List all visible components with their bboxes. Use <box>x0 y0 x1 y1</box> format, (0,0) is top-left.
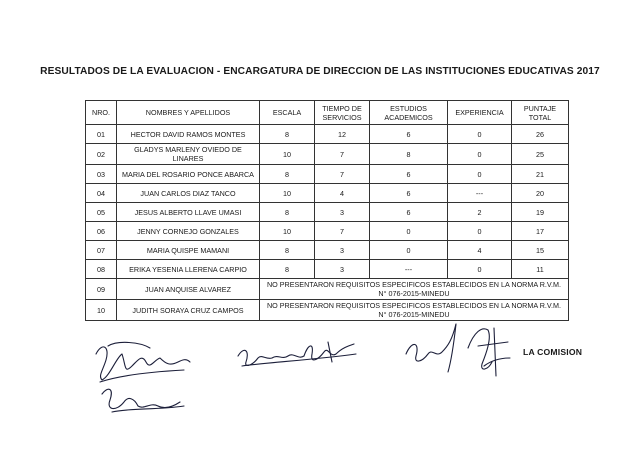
cell-exclusion-note: NO PRESENTARON REQUISITOS ESPECIFICOS ESTABLECIDOS EN LA NORMA R.V.M. N° 076-2015-MINEDU <box>260 300 569 321</box>
cell-nro: 04 <box>86 184 117 203</box>
signature-1-image <box>88 336 198 418</box>
cell-estudios: 6 <box>370 203 448 222</box>
cell-nombre: GLADYS MARLENY OVIEDO DE LINARES <box>117 144 260 165</box>
cell-exclusion-note: NO PRESENTARON REQUISITOS ESPECIFICOS ESTABLECIDOS EN LA NORMA R.V.M. N° 076-2015-MINEDU <box>260 279 569 300</box>
cell-escala: 10 <box>260 184 315 203</box>
cell-escala: 10 <box>260 222 315 241</box>
header-row <box>86 101 569 125</box>
cell-estudios: 6 <box>370 165 448 184</box>
cell-experiencia: 0 <box>448 222 512 241</box>
cell-nro: 08 <box>86 260 117 279</box>
cell-estudios: 6 <box>370 125 448 144</box>
cell-nombre: JESUS ALBERTO LLAVE UMASI <box>117 203 260 222</box>
cell-puntaje: 19 <box>512 203 569 222</box>
cell-puntaje: 21 <box>512 165 569 184</box>
header-escala: ESCALA <box>260 101 315 125</box>
cell-escala: 10 <box>260 144 315 165</box>
cell-puntaje: 17 <box>512 222 569 241</box>
cell-nombre: MARIA QUISPE MAMANI <box>117 241 260 260</box>
header-experiencia: EXPERIENCIA <box>448 101 512 125</box>
cell-puntaje: 11 <box>512 260 569 279</box>
document-title: RESULTADOS DE LA EVALUACION - ENCARGATURA DE DIRECCION DE LAS INSTITUCIONES EDUCATIVAS 2017 <box>40 66 600 77</box>
cell-tiempo: 7 <box>315 144 370 165</box>
header-estudios: ESTUDIOS ACADEMICOS <box>370 101 448 125</box>
cell-experiencia: 2 <box>448 203 512 222</box>
cell-escala: 8 <box>260 165 315 184</box>
cell-experiencia: 4 <box>448 241 512 260</box>
cell-nro: 01 <box>86 125 117 144</box>
header-nombres: NOMBRES Y APELLIDOS <box>117 101 260 125</box>
cell-experiencia: 0 <box>448 260 512 279</box>
cell-experiencia: 0 <box>448 144 512 165</box>
cell-escala: 8 <box>260 260 315 279</box>
cell-tiempo: 12 <box>315 125 370 144</box>
committee-label: LA COMISION <box>523 347 583 357</box>
cell-escala: 8 <box>260 125 315 144</box>
cell-nro: 05 <box>86 203 117 222</box>
cell-estudios: 6 <box>370 184 448 203</box>
table-row <box>86 165 569 184</box>
cell-nro: 03 <box>86 165 117 184</box>
cell-nombre: HECTOR DAVID RAMOS MONTES <box>117 125 260 144</box>
header-tiempo: TIEMPO DE SERVICIOS <box>315 101 370 125</box>
cell-tiempo: 7 <box>315 222 370 241</box>
cell-nro: 09 <box>86 279 117 300</box>
cell-puntaje: 25 <box>512 144 569 165</box>
cell-nro: 07 <box>86 241 117 260</box>
signature-2-image <box>232 336 364 378</box>
cell-nro: 06 <box>86 222 117 241</box>
cell-nro: 10 <box>86 300 117 321</box>
cell-estudios: --- <box>370 260 448 279</box>
cell-nombre: MARIA DEL ROSARIO PONCE ABARCA <box>117 165 260 184</box>
table-row <box>86 260 569 279</box>
cell-nombre: JENNY CORNEJO GONZALES <box>117 222 260 241</box>
header-puntaje: PUNTAJE TOTAL <box>512 101 569 125</box>
cell-experiencia: 0 <box>448 125 512 144</box>
cell-estudios: 8 <box>370 144 448 165</box>
table-row <box>86 203 569 222</box>
cell-tiempo: 7 <box>315 165 370 184</box>
cell-puntaje: 20 <box>512 184 569 203</box>
cell-puntaje: 15 <box>512 241 569 260</box>
table-row <box>86 241 569 260</box>
cell-experiencia: --- <box>448 184 512 203</box>
results-table <box>85 100 569 321</box>
cell-tiempo: 3 <box>315 203 370 222</box>
cell-escala: 8 <box>260 241 315 260</box>
cell-tiempo: 3 <box>315 260 370 279</box>
cell-escala: 8 <box>260 203 315 222</box>
cell-experiencia: 0 <box>448 165 512 184</box>
table-row <box>86 184 569 203</box>
cell-estudios: 0 <box>370 222 448 241</box>
cell-nombre: JUAN CARLOS DIAZ TANCO <box>117 184 260 203</box>
cell-tiempo: 3 <box>315 241 370 260</box>
header-nro: NRO. <box>86 101 117 125</box>
table-row-excluded <box>86 279 569 300</box>
table-row <box>86 222 569 241</box>
table-row <box>86 125 569 144</box>
cell-estudios: 0 <box>370 241 448 260</box>
cell-nro: 02 <box>86 144 117 165</box>
cell-nombre: JUDITH SORAYA CRUZ CAMPOS <box>117 300 260 321</box>
cell-nombre: JUAN ANQUISE ALVAREZ <box>117 279 260 300</box>
cell-puntaje: 26 <box>512 125 569 144</box>
cell-nombre: ERIKA YESENIA LLERENA CARPIO <box>117 260 260 279</box>
table-row <box>86 144 569 165</box>
cell-tiempo: 4 <box>315 184 370 203</box>
signature-3-image <box>398 318 516 392</box>
